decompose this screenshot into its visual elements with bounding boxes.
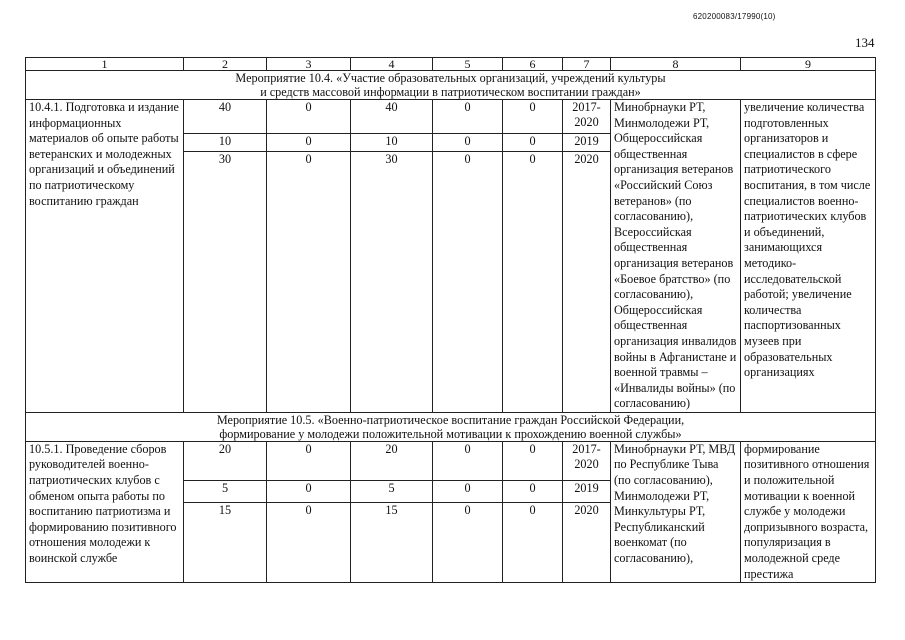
event-title-line: Мероприятие 10.5. «Военно-патриотическое воспитание граждан Российской Федерации, <box>216 412 685 427</box>
table-row <box>26 100 876 134</box>
years-cell: 2020 <box>563 151 611 412</box>
program-table <box>25 57 876 583</box>
header-cell: 6 <box>503 58 563 71</box>
years-cell: 2019 <box>563 481 611 502</box>
municipal-cell: 0 <box>433 133 503 151</box>
header-cell: 4 <box>351 58 433 71</box>
republic-cell: 20 <box>351 441 433 481</box>
republic-cell: 5 <box>351 481 433 502</box>
event-title-line: и средств массовой информации в патриотическом воспитании граждан» <box>260 85 641 99</box>
republic-cell: 10 <box>351 133 433 151</box>
event-title-line: Мероприятие 10.4. «Участие образовательных организаций, учреждений культуры <box>235 71 666 85</box>
executors-cell: Минобрнауки РТ, МВД по Республике Тыва (по согласованию), Минмолодежи РТ, Минкультуры РТ, Республиканский военкомат (по согласованию), <box>611 441 741 582</box>
event-title <box>26 71 876 100</box>
header-row <box>26 58 876 71</box>
header-cell: 5 <box>433 58 503 71</box>
federal-cell: 0 <box>267 502 351 583</box>
total-cell: 10 <box>184 133 267 151</box>
total-cell: 5 <box>184 481 267 502</box>
years-cell: 2020 <box>563 502 611 583</box>
municipal-cell: 0 <box>433 502 503 583</box>
federal-cell: 0 <box>267 481 351 502</box>
other-cell: 0 <box>503 481 563 502</box>
activity-name: 10.4.1. Подготовка и издание информационных материалов об опыте работы ветеранских и молодежных организаций и объединений по патриотическому воспитанию граждан <box>26 100 184 413</box>
federal-cell: 0 <box>267 100 351 134</box>
other-cell: 0 <box>503 133 563 151</box>
years-cell: 2017-2020 <box>563 441 611 481</box>
total-cell: 40 <box>184 100 267 134</box>
municipal-cell: 0 <box>433 100 503 134</box>
municipal-cell: 0 <box>433 481 503 502</box>
federal-cell: 0 <box>267 151 351 412</box>
municipal-cell: 0 <box>433 151 503 412</box>
republic-cell: 15 <box>351 502 433 583</box>
total-cell: 30 <box>184 151 267 412</box>
federal-cell: 0 <box>267 133 351 151</box>
page-number: 134 <box>855 35 875 50</box>
years-cell: 2017-2020 <box>563 100 611 134</box>
header-cell: 3 <box>267 58 351 71</box>
total-cell: 15 <box>184 502 267 583</box>
total-cell: 20 <box>184 441 267 481</box>
years-cell: 2019 <box>563 133 611 151</box>
other-cell: 0 <box>503 441 563 481</box>
federal-cell: 0 <box>267 441 351 481</box>
header-cell: 7 <box>563 58 611 71</box>
activity-name: 10.5.1. Проведение сборов руководителей военно-патриотических клубов с обменом опыта работы по воспитанию патриотизма и формированию позитивного отношения молодежи к воинской службе <box>26 441 184 582</box>
result-cell: формирование позитивного отношения и положительной мотивации к военной службе у молодежи допризывного возраста, популяризация в молодежной среде престижа <box>741 441 876 582</box>
event-title-row <box>26 412 876 441</box>
header-cell: 1 <box>26 58 184 71</box>
municipal-cell: 0 <box>433 441 503 481</box>
event-title-row <box>26 71 876 100</box>
other-cell: 0 <box>503 100 563 134</box>
header-cell: 8 <box>611 58 741 71</box>
result-cell: увеличение количества подготовленных организаторов и специалистов в сфере патриотического воспитания, в том числе специалистов военно-патриотических клубов и объединений, занимающихся методико-исследовательской работой; увеличение количества паспортизованных музеев при образовательных организациях <box>741 100 876 413</box>
event-title-line: формирование у молодежи положительной мотивации к прохождению военной службы» <box>219 426 682 441</box>
republic-cell: 30 <box>351 151 433 412</box>
other-cell: 0 <box>503 502 563 583</box>
table-row <box>26 441 876 481</box>
document-number: 620200083/17990(10) <box>693 12 776 21</box>
header-cell: 2 <box>184 58 267 71</box>
republic-cell: 40 <box>351 100 433 134</box>
event-title <box>26 412 876 441</box>
executors-cell: Минобрнауки РТ, Минмолодежи РТ, Общероссийская общественная организация ветеранов «Российский Союз ветеранов» (по согласованию), Всероссийская общественная организация ветеранов «Боевое братство» (по согласованию), Общероссийская общественная организация инвалидов войны в Афганистане и военной травмы – «Инвалиды войны» (по согласованию) <box>611 100 741 413</box>
other-cell: 0 <box>503 151 563 412</box>
header-cell: 9 <box>741 58 876 71</box>
